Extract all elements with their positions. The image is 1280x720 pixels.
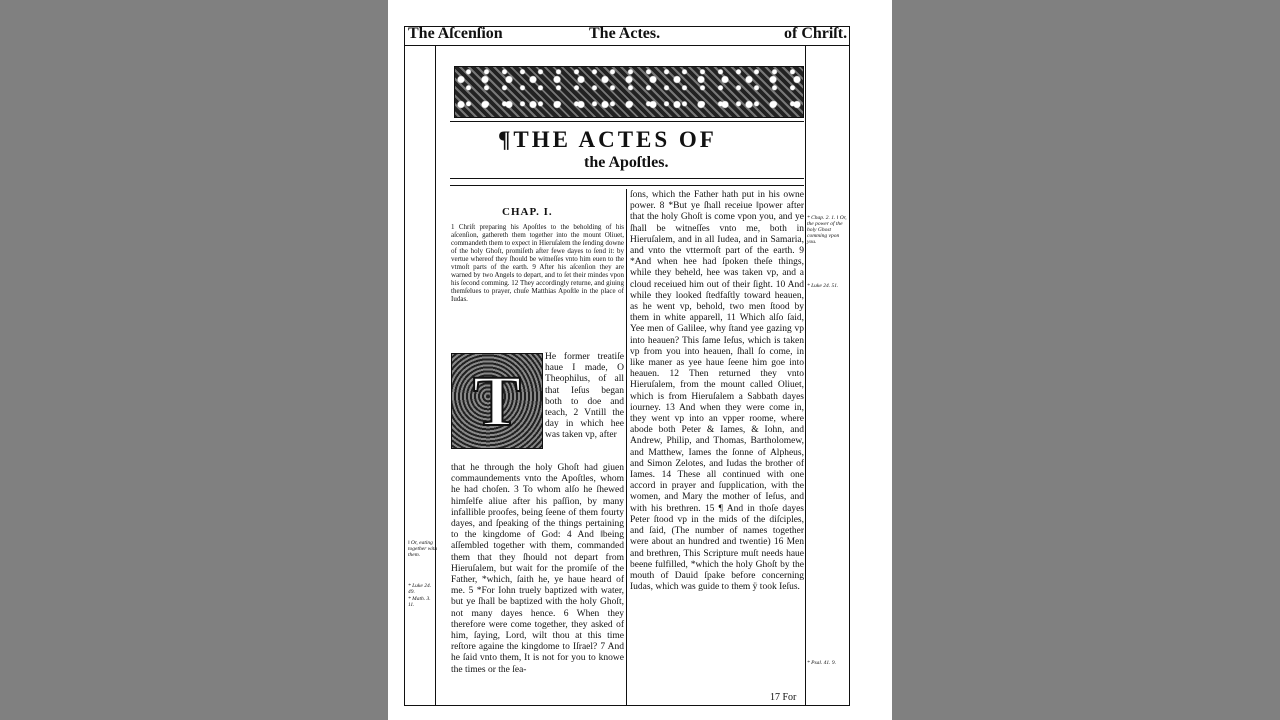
margin-note-right-2: * Luke 24. 51. [807,283,839,289]
running-head-left: The Aſcenſion [408,25,503,42]
document-page [388,0,892,720]
catchword: 17 For [770,692,797,703]
left-column-opening: He former treatiſe haue I made, O Theophilus, of all that Ieſus began both to doe and teach, 2 Vntill the day in which hee was taken vp, after [545,352,624,441]
header-rule [404,45,850,46]
right-column-text: ſons, which the Father hath put in his owne power. 8 *But ye ſhall receiue ‖power after that the holy Ghoſt is come vpon you, and ye ſhall be witneſſes vnto me, both in Hieruſalem, and in all Iudea, and in Samaria, and vnto the vttermoſt part of the earth. 9 *And when hee had ſpoken theſe things, while they beheld, hee was taken vp, and a cloud receiued him out of their ſight. 10 And while they looked ſtedfaſtly toward heauen, as he went vp, behold, two men ſtood by them in white apparell, 11 Which alſo ſaid, Yee men of Galilee, why ſtand yee gazing vp into heauen? This ſame Ieſus, which is taken vp from you into heauen, ſhall ſo come, in like maner as yee haue ſeene him goe into heauen. 12 Then returned they vnto Hieruſalem, from the mount called Oliuet, which is from Hieruſalem a Sabbath dayes iourney. 13 And when they were come in, they went vp into an vpper roome, where abode both Peter & Iames, & Iohn, and Andrew, Philip, and Thomas, Bartholomew, and Matthew, Iames the ſonne of Alpheus, and Simon Zelotes, and Iudas the brother of Iames. 14 These all continued with one accord in prayer and ſupplication, with the women, and Mary the mother of Ieſus, and with his brethren. 15 ¶ And in thoſe dayes Peter ſtood vp in the mids of the diſciples, and ſaid, (The number of names together were about an hundred and twentie) 16 Men and brethren, This Scripture muſt needs haue beene fulfilled, *which the holy Ghoſt by the mouth of Dauid ſpake before concerning Iudas, which was guide to them ÿ took Ieſus. [630,190,804,593]
left-margin-rule [435,46,436,706]
margin-note-left-1: ‖ Or, eating together with them. [408,540,438,558]
margin-note-left-2: * Luke 24. 49. [408,583,432,595]
ornamental-headpiece [454,66,804,118]
margin-note-left-3: * Math. 3. 11. [408,596,431,608]
decorated-initial [451,353,543,449]
book-subtitle: the Apoſtles. [584,154,669,171]
title-rule-bottom-double [450,185,804,186]
left-column-text: that he through the holy Ghoſt had giuen commaundements vnto the Apoſtles, whom he had choſen. 3 To whom alſo he ſhewed himſelfe aliue after his paſſion, by many infallible proofes, being ſeene of them fourty dayes, and ſpeaking of the things pertaining to the kingdome of God: 4 And ‖being aſſembled together with them, commanded them that they ſhould not depart from Hieruſalem, but wait for the promiſe of the Father, *which, ſaith he, ye haue heard of me. 5 *For Iohn truely baptized with water, but ye ſhall be baptized with the holy Ghoſt, not many dayes hence. 6 When they therefore were come together, they asked of him, ſaying, Lord, wilt thou at this time reſtore againe the kingdome to Iſrael? 7 And he ſaid vnto them, It is not for you to knowe the times or the ſea- [451,463,624,675]
chapter-heading: CHAP. I. [502,206,553,218]
right-margin-rule [805,46,806,706]
title-rule-bottom [450,178,804,179]
chapter-summary: 1 Chriſt preparing his Apoſtles to the beholding of his aſcenſion, gathereth them together into the mount Oliuet, commandeth them to expect in Hieruſalem the ſending downe of the holy Ghoſt, promiſeth after fewe dayes to ſend it: by vertue whereof they ſhould be witneſſes vnto him euen to the vtmoſt parts of the earth. 9 After his aſcenſion they are warned by two Angels to depart, and to ſet their mindes vpon his ſecond comming. 12 They accordingly returne, and giuing themſelues to prayer, chuſe Matthias Apoſtle in the place of Iudas. [451,223,625,303]
column-divider [626,189,627,705]
running-head-center: The Actes. [589,25,661,42]
margin-note-right-1: * Chap. 2. 1. ‖ Or, the power of the holy Ghost comming vpon you. [807,215,847,245]
initial-letter: T [472,361,522,441]
running-head-right: of Chriſt. [784,25,848,42]
book-title: ¶THE ACTES OF [498,127,717,152]
margin-note-right-3: * Psal. 41. 9. [807,660,837,666]
title-rule-top [450,121,804,122]
